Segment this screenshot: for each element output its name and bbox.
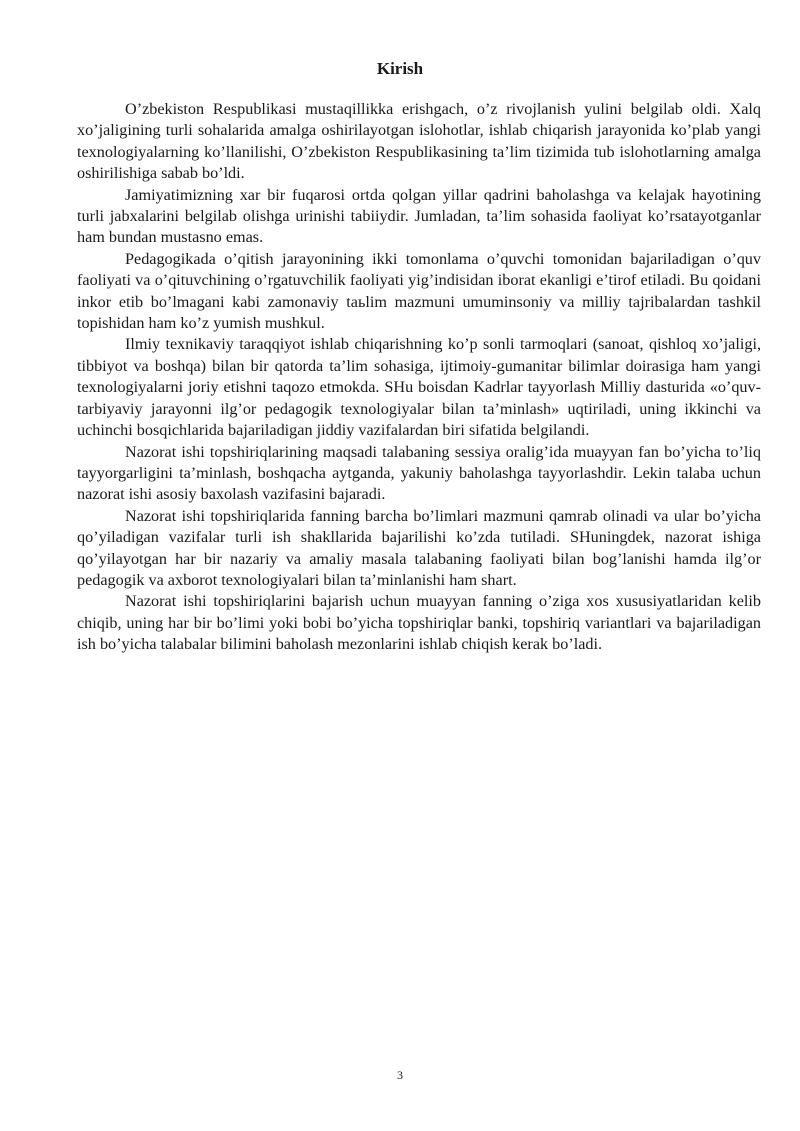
paragraph-3: Pedagogikada o’qitish jarayonining ikki tomonlama o’quvchi tomonidan bajariladigan o’quv faoliyati va o’qituvchining o’rgatuvchilik faoliyati yig’indisidan iborat ekanligi e’tirof etiladi. Bu qoidani inkor etib bo’lmagani kabi zamonaviy taьlim mazmuni umuminsoniy va milliy tajribalardan tashkil topishidan ham ko’z yumish mushkul. (77, 249, 761, 333)
page-number: 3 (397, 1068, 403, 1082)
page-title: Kirish (376, 59, 424, 78)
paragraph-1: O’zbekiston Respublikasi mustaqillikka erishgach, o’z rivojlanish yulini belgilab oldi. Xalq xo’jaligining turli sohalarida amalga oshirilayotgan islohotlar, ishlab chiqarish jarayonida ko’plab yangi texnologiyalarning ko’llanilishi, O’zbekiston Respublikasining ta’lim tizimida tub islohotlarning amalga oshirilishiga sabab bo’ldi. (77, 100, 761, 183)
paragraph-4: Ilmiy texnikaviy taraqqiyot ishlab chiqarishning ko’p sonli tarmoqlari (sanoat, qishloq xo’jaligi, tibbiyot va boshqa) bilan bir qatorda ta’lim sohasiga, ijtimoiy-gumanitar bilimlar doirasiga ham yangi texnologiyalarni joriy etishni taqozo etmokda. SHu boisdan Kadrlar tayyorlash Milliy dasturida «o’quv-tarbiyaviy jarayonni ilg’or pedagogik texnologiyalar bilan ta’minlash» uqtiriladi, uning ikkinchi va uchinchi bosqichlarida bajariladigan jiddiy vazifalardan biri sifatida belgilandi. (77, 335, 761, 440)
paragraph-5: Nazorat ishi topshiriqlarining maqsadi talabaning sessiya oralig’ida muayyan fan bo’yicha to’liq tayyorgarligini ta’minlash, boshqacha aytganda, yakuniy baholashga tayyorlashdir. Lekin talaba uchun nazorat ishi asosiy baxolash vazifasini bajaradi. (77, 442, 761, 504)
paragraph-2: Jamiyatimizning xar bir fuqarosi ortda qolgan yillar qadrini baholashga va kelajak hayotining turli jabxalarini belgilab olishga urinishi tabiiydir. Jumladan, ta’lim sohasida faoliyat ko’rsatayotganlar ham bundan mustasno emas. (77, 185, 761, 247)
paragraph-6: Nazorat ishi topshiriqlarida fanning barcha bo’limlari mazmuni qamrab olinadi va ular bo’yicha qo’yiladigan vazifalar turli ish shakllarida bajarilishi ko’zda tutiladi. SHuningdek, nazorat ishiga qo’yilayotgan har bir nazariy va amaliy masala talabaning faoliyati bilan bog’lanishi hamda ilg’or pedagogik va axborot texnologiyalari bilan ta’minlanishi ham shart. (77, 506, 761, 589)
paragraph-7: Nazorat ishi topshiriqlarini bajarish uchun muayyan fanning o’ziga xos xususiyatlaridan kelib chiqib, uning har bir bo’limi yoki bobi bo’yicha topshiriqlar banki, topshiriq variantlari va bajariladigan ish bo’yicha talabalar bilimini baholash mezonlarini ishlab chiqish kerak bo’ladi. (77, 592, 761, 654)
body-text (77, 99, 761, 656)
